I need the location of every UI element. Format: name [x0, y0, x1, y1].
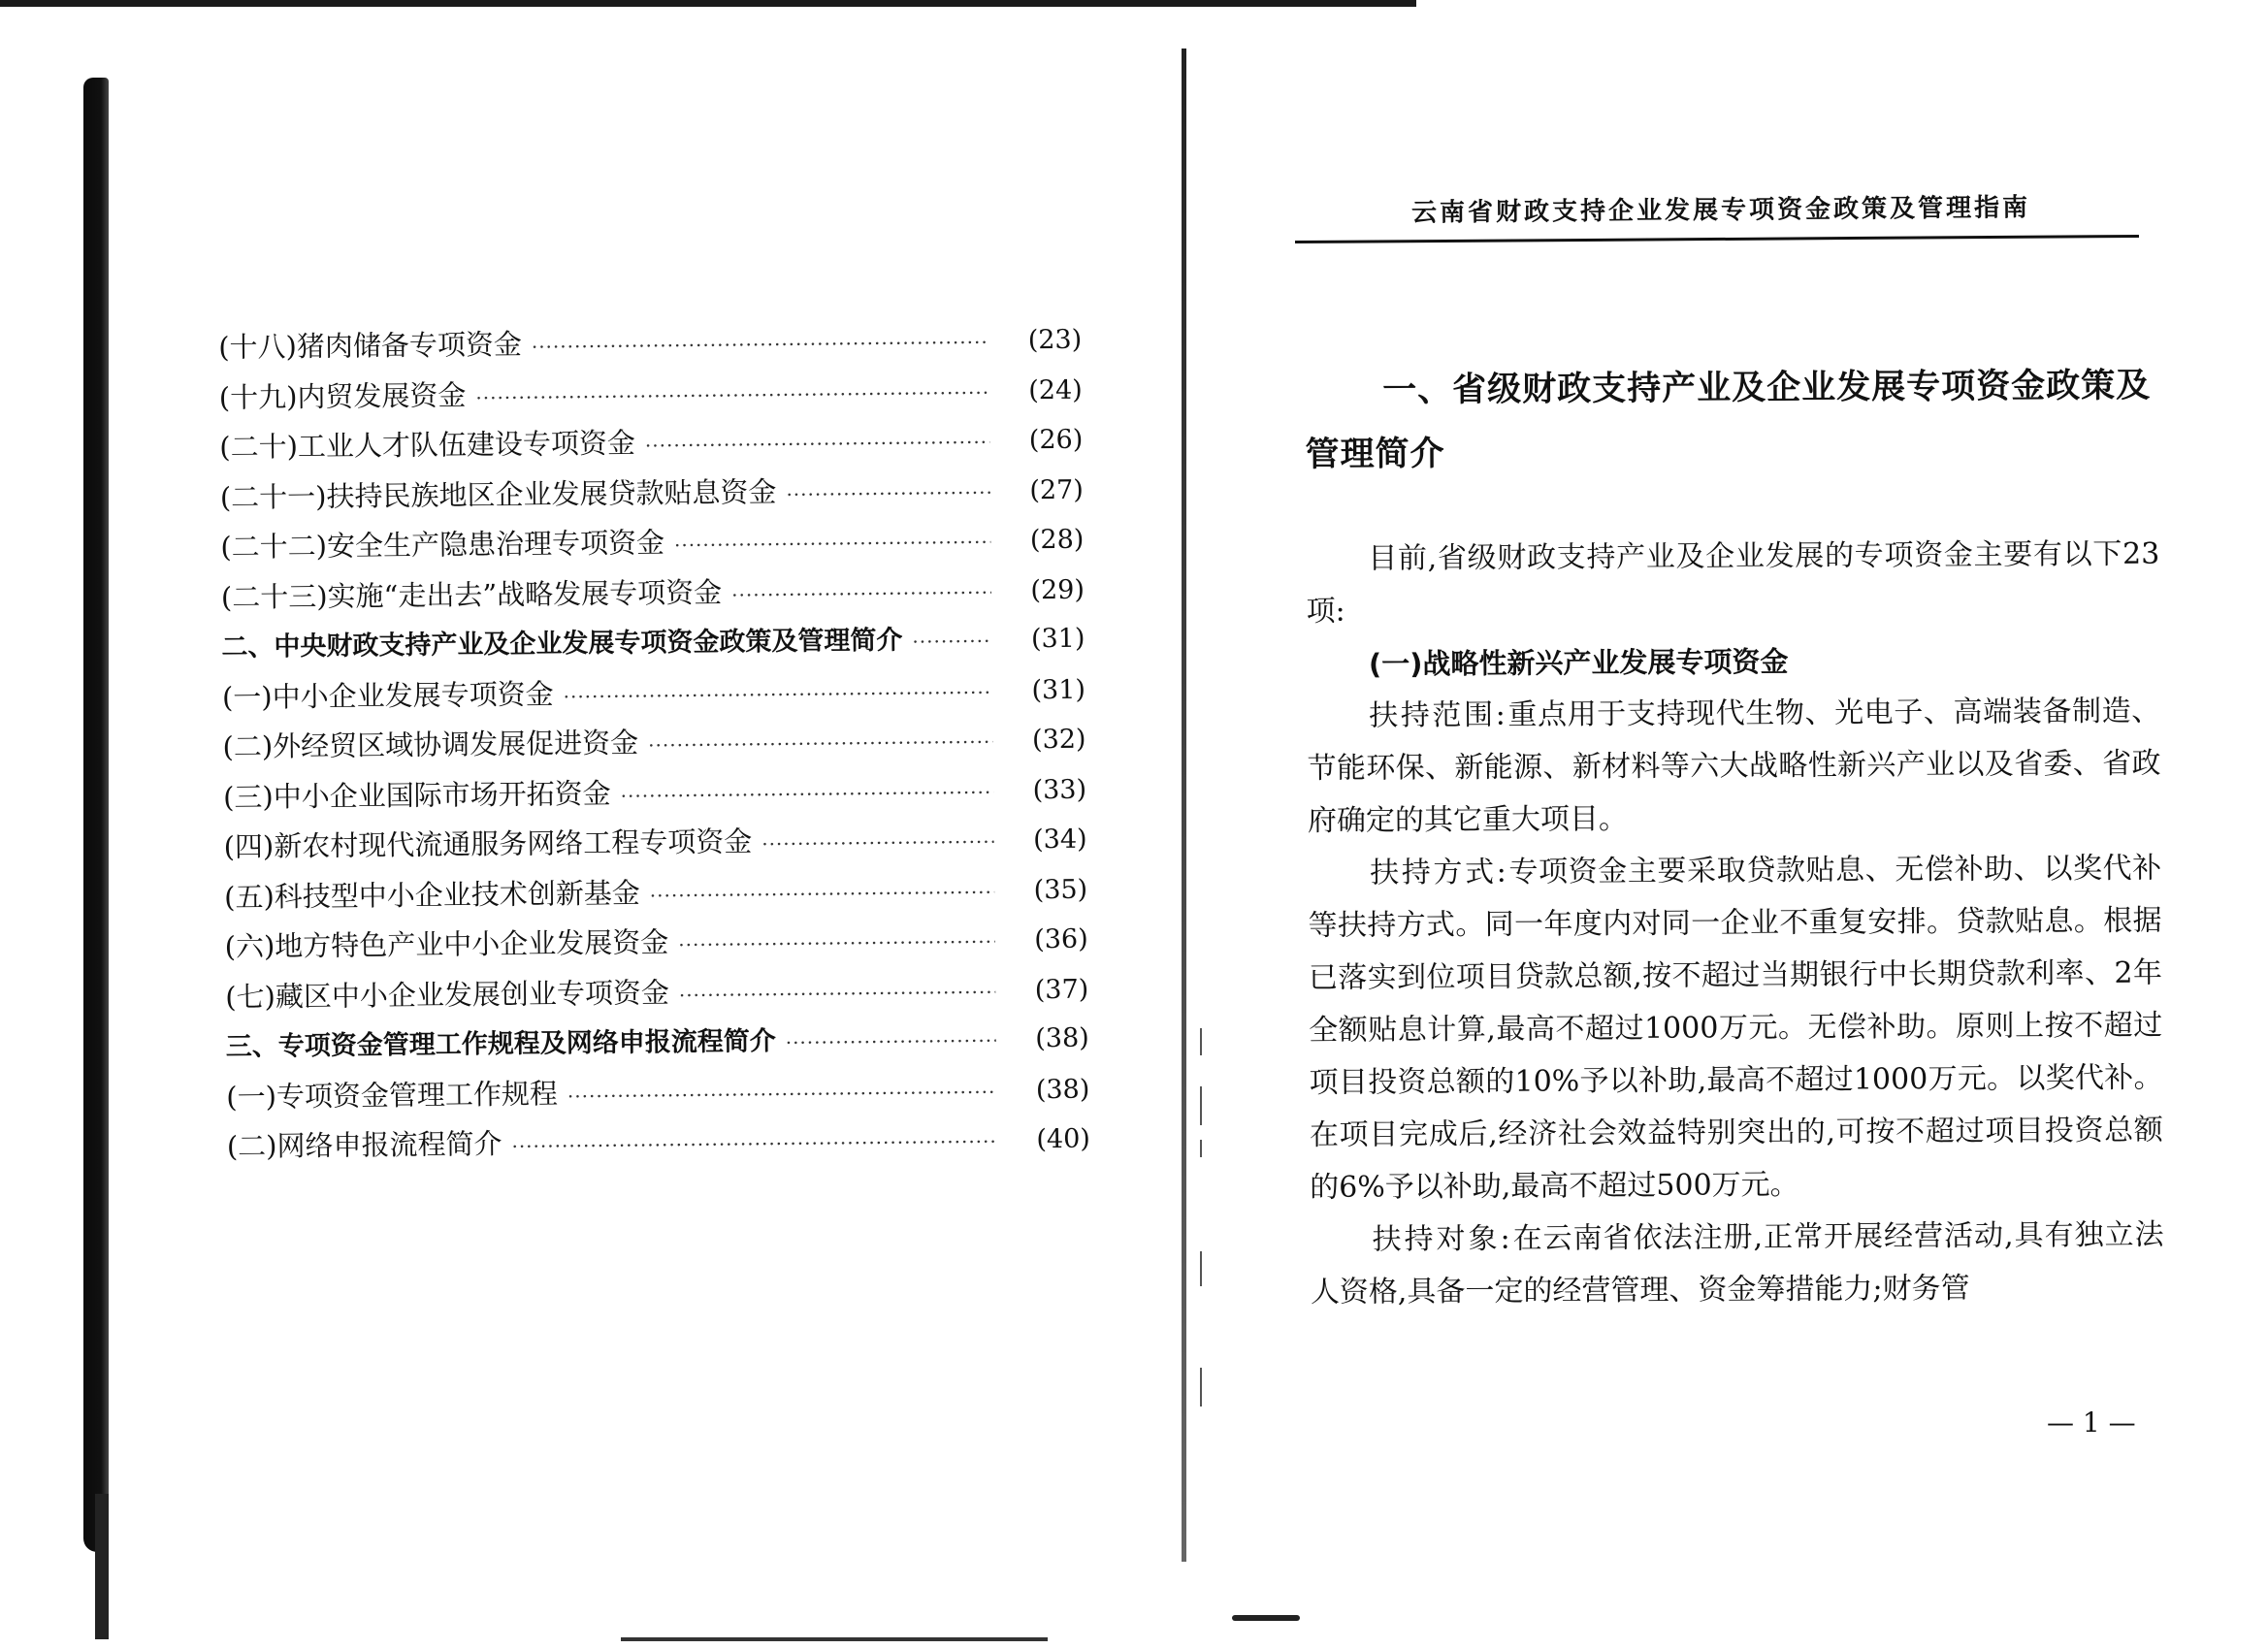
toc-entry-page: (32) [1031, 724, 1086, 756]
page-fold-line [1182, 48, 1186, 1562]
toc-leader-dots [621, 780, 994, 807]
toc-entry-title: (二)网络申报流程简介 [226, 1126, 502, 1163]
toc-entry [223, 817, 1086, 876]
toc-entry [224, 866, 1087, 925]
toc-entry-title: (二十)工业人才队伍建设专项资金 [219, 426, 636, 464]
book-binding-tail [95, 1494, 109, 1639]
toc-entry-page: (40) [1036, 1123, 1090, 1155]
toc-entry [221, 566, 1085, 626]
toc-leader-dots [645, 431, 990, 458]
fold-tick-mark [1200, 1251, 1202, 1286]
toc-entry-title: (二十一)扶持民族地区企业发展贷款贴息资金 [219, 474, 777, 514]
scope-label: 扶持范围: [1369, 697, 1507, 733]
toc-entry-title: (二十二)安全生产隐患治理专项资金 [220, 526, 665, 564]
fold-tick-mark [1200, 1140, 1202, 1157]
toc-entry-title: (十八)猪肉储备专项资金 [218, 327, 523, 364]
toc-entry-title: (一)中小企业发展专项资金 [221, 676, 554, 714]
toc-entry-title: (一)专项资金管理工作规程 [226, 1076, 559, 1114]
toc-leader-dots [532, 331, 989, 359]
toc-entry-title: (五)科技型中小企业技术创新基金 [223, 875, 640, 914]
toc-leader-dots [674, 531, 991, 557]
toc-entry-title: 三、专项资金管理工作规程及网络申报流程简介 [225, 1026, 776, 1062]
right-page-body [1305, 354, 2164, 1319]
toc-leader-dots [511, 1130, 997, 1158]
toc-entry-page: (38) [1035, 1022, 1089, 1054]
fold-tick-mark [1200, 1368, 1202, 1406]
toc-entry-page: (34) [1032, 824, 1087, 856]
toc-leader-dots [650, 880, 995, 907]
toc-entry-title: (十九)内贸发展资金 [218, 377, 467, 414]
toc-entry [221, 617, 1085, 676]
toc-leader-dots [786, 1029, 996, 1054]
toc-leader-dots [679, 980, 996, 1006]
toc-entry-title: (二)外经贸区域协调发展促进资金 [222, 726, 639, 763]
toc-entry-title: 二、中央财政支持产业及企业发展专项资金政策及管理简介 [221, 625, 903, 663]
running-header: 云南省财政支持企业发展专项资金政策及管理指南 [1410, 193, 2031, 228]
toc-entry [222, 717, 1085, 776]
toc-entry-page: (38) [1035, 1074, 1090, 1105]
toc-entry-page: (27) [1029, 474, 1084, 505]
toc-entry-page: (37) [1034, 974, 1089, 1005]
toc-entry [226, 1017, 1089, 1076]
toc-entry-page: (33) [1032, 774, 1087, 805]
intro-paragraph: 目前,省级财政支持产业及企业发展的专项资金主要有以下23项: [1306, 536, 2160, 629]
fold-tick-mark [1200, 1086, 1202, 1125]
toc-entry-title: (二十三)实施“走出去”战略发展专项资金 [220, 575, 723, 614]
toc-entry [223, 766, 1086, 825]
toc-leader-dots [912, 630, 991, 654]
toc-entry [220, 467, 1084, 526]
toc-leader-dots [678, 930, 995, 956]
method-paragraph [1308, 843, 2163, 1214]
method-text: 专项资金主要采取贷款贴息、无偿补助、以奖代补等扶持方式。同一年度内对同一企业不重复安排。贷款贴息。根据已落实到位项目贷款总额,按不超过当期银行中长期贷款利率、2年全额贴息计算,最高不超过1000万元。无偿补助。原则上按不超过项目投资总额的10%予以补助,最高不超过1000万元。以奖代补。在项目完成后,经济社会效益特别突出的,可按不超过项目投资总额的6%予以补助,最高不超过500万元。 [1308, 851, 2163, 1205]
toc-entry-page: (26) [1028, 424, 1084, 456]
toc-entry-page: (31) [1031, 674, 1086, 705]
toc-entry-page: (28) [1029, 524, 1085, 556]
toc-entry-page: (35) [1033, 874, 1088, 905]
book-binding-shadow [83, 78, 109, 1552]
table-of-contents [218, 317, 1090, 1176]
toc-entry [226, 1066, 1089, 1125]
toc-entry-page: (23) [1027, 324, 1083, 356]
sub-heading: (一)战略性新兴产业发展专项资金 [1368, 644, 1789, 681]
toc-entry [227, 1116, 1090, 1176]
toc-entry-title: (七)藏区中小企业发展创业专项资金 [225, 975, 670, 1014]
toc-entry [219, 367, 1083, 426]
toc-entry-page: (36) [1034, 923, 1088, 955]
toc-entry-page: (24) [1028, 374, 1083, 405]
toc-leader-dots [731, 580, 991, 606]
toc-entry [218, 317, 1082, 376]
toc-entry-title: (六)地方特色产业中小企业发展资金 [224, 925, 669, 963]
toc-entry [224, 917, 1087, 976]
header-rule [1295, 235, 2139, 243]
target-paragraph [1310, 1210, 2164, 1319]
scope-text: 重点用于支持现代生物、光电子、高端装备制造、节能环保、新能源、新材料等六大战略性新兴产业以及省委、省政府确定的其它重大项目。 [1307, 694, 2161, 838]
toc-leader-dots [567, 1080, 997, 1108]
toc-leader-dots [475, 380, 989, 409]
toc-entry-page: (29) [1030, 574, 1085, 605]
toc-leader-dots [648, 730, 993, 758]
toc-leader-dots [761, 830, 994, 857]
fold-tick-mark [1200, 1028, 1202, 1055]
scan-bottom-rule [621, 1637, 1048, 1641]
toc-entry [220, 517, 1084, 576]
toc-entry [222, 666, 1085, 726]
page-number: — 1 — [2047, 1406, 2136, 1439]
toc-entry-title: (四)新农村现代流通服务网络工程专项资金 [223, 824, 753, 863]
toc-leader-dots [786, 480, 990, 505]
toc-entry [225, 966, 1088, 1025]
toc-entry [219, 417, 1083, 476]
scan-bottom-mark [1232, 1615, 1300, 1621]
method-label: 扶持方式: [1370, 855, 1508, 890]
scope-paragraph [1307, 686, 2161, 848]
target-label: 扶持对象: [1372, 1221, 1512, 1257]
target-text: 在云南省依法注册,正常开展经营活动,具有独立法人资格,具备一定的经营管理、资金筹措能力;财务管 [1310, 1217, 2164, 1310]
toc-leader-dots [564, 680, 993, 708]
toc-entry-page: (31) [1030, 623, 1085, 655]
toc-entry-title: (三)中小企业国际市场开拓资金 [222, 776, 611, 814]
scan-top-edge [0, 0, 1416, 7]
section-heading: 一、省级财政支持产业及企业发展专项资金政策及管理简介 [1305, 366, 2152, 474]
